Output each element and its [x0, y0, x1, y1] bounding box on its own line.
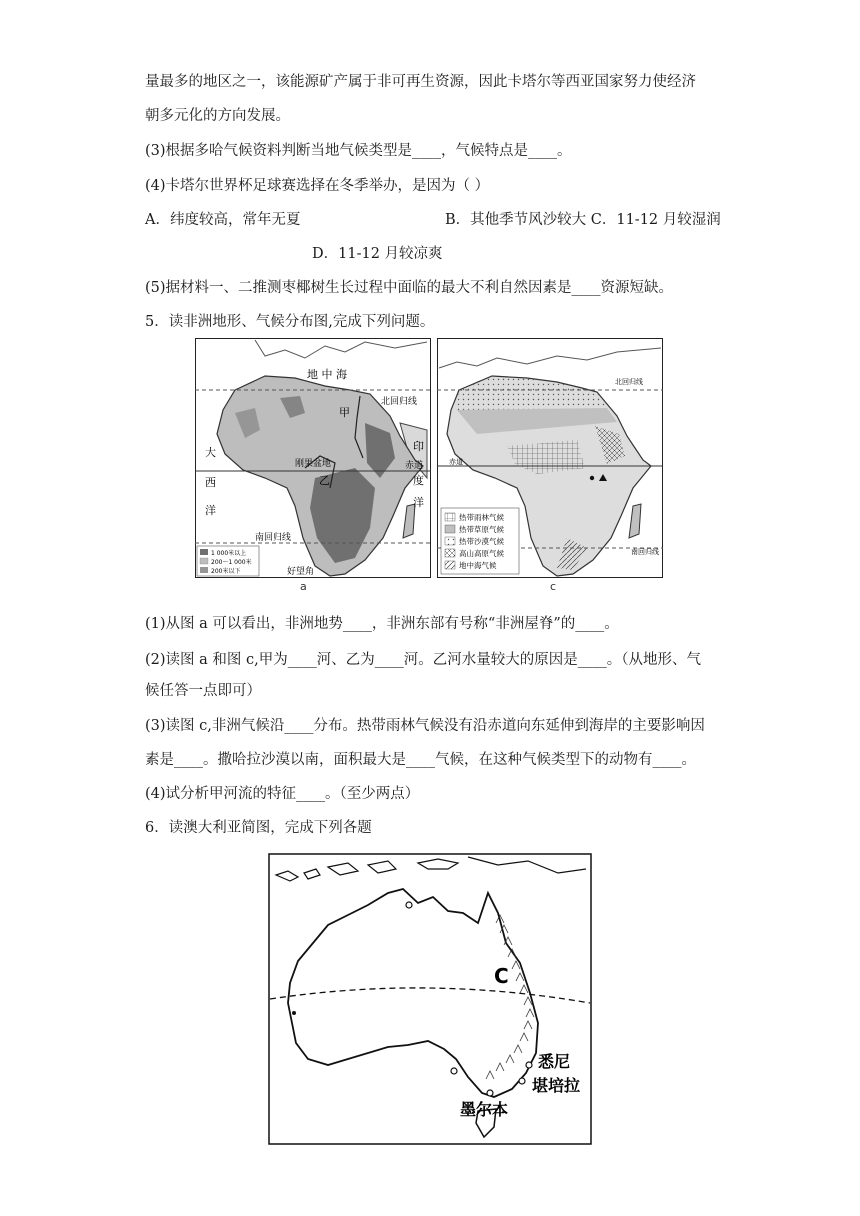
label-tropic-capricorn-a: 南回归线 [255, 533, 292, 543]
legend-item-c-3: 热带沙漠气候 [459, 537, 504, 546]
point-marker [590, 476, 594, 480]
label-sydney: 悉尼 [538, 1052, 571, 1071]
q5-sub2-line1: (2)读图 a 和图 c,甲为____河、乙为____河。乙河水量较大的原因是____。（从地形、气 [145, 652, 701, 668]
q4-option-bc: B．其他季节风沙较大 C．11-12 月较湿润 [445, 212, 721, 228]
label-mediterranean: 地 中 海 [307, 368, 347, 381]
map-c-caption: c [550, 580, 557, 593]
africa-terrain-map [195, 338, 431, 578]
label-jia: 甲 [339, 406, 350, 419]
label-c: C [494, 964, 509, 988]
q4-option-d: D．11-12 月较凉爽 [312, 246, 443, 262]
city-marker-adelaide [451, 1068, 457, 1074]
map-a-caption: a [300, 580, 307, 593]
legend-item-a-1: 1 000米以上 [211, 550, 247, 557]
label-indian-1: 印 [413, 440, 424, 453]
label-equator-a: 赤道 [405, 461, 424, 471]
legend-item-a-3: 200米以下 [211, 568, 241, 575]
q5-sub4: (4)试分析甲河流的特征____。（至少两点） [145, 786, 420, 802]
label-melbourne: 墨尔本 [460, 1100, 509, 1119]
q5-text: (5)据材料一、二推测枣椰树生长过程中面临的最大不利自然因素是____资源短缺。 [145, 280, 674, 296]
q4-text: (4)卡塔尔世界杯足球赛选择在冬季举办，是因为（ ） [145, 178, 490, 194]
city-marker-melbourne [487, 1090, 493, 1096]
q5-sub3-line2: 素是____。撒哈拉沙漠以南，面积最大是____气候，在这种气候类型下的动物有____。 [145, 752, 696, 768]
question5-title: 5．读非洲地形、气候分布图,完成下列问题。 [145, 314, 435, 330]
paragraph-line-1: 量最多的地区之一，该能源矿产属于非可再生资源，因此卡塔尔等西亚国家努力使经济 [145, 74, 696, 90]
label-tropic-cancer-c: 北回归线 [615, 378, 643, 386]
australia-map [268, 853, 592, 1145]
terrain-legend [197, 546, 259, 576]
city-marker-perth [292, 1011, 296, 1015]
label-atlantic-1: 大 [205, 446, 216, 459]
label-atlantic-3: 洋 [205, 504, 216, 517]
label-canberra: 堪培拉 [532, 1076, 581, 1095]
label-congo-basin: 刚果盆地 [295, 459, 332, 469]
label-equator-c: 赤道 [449, 458, 463, 466]
q5-sub2-line2: 候任答一点即可） [145, 683, 261, 699]
label-tropic-cancer-a: 北回归线 [381, 397, 418, 407]
label-tropic-capricorn-c: 南回归线 [631, 548, 659, 556]
africa-climate-map-graphic [437, 338, 663, 578]
legend-item-c-2: 热带草原气候 [459, 525, 504, 534]
label-yi: 乙 [319, 474, 330, 487]
legend-item-c-4: 高山高原气候 [459, 549, 504, 558]
australia-map-graphic [268, 853, 592, 1145]
question6-title: 6．读澳大利亚简图，完成下列各题 [145, 820, 372, 836]
q5-sub3-line1: (3)读图 c,非洲气候沿____分布。热带雨林气候没有沿赤道向东延伸到海岸的主要影响因 [145, 718, 705, 734]
city-marker-north [406, 902, 412, 908]
label-atlantic-2: 西 [205, 476, 216, 489]
legend-item-c-1: 热带雨林气候 [459, 513, 504, 522]
paragraph-line-2: 朝多元化的方向发展。 [145, 108, 290, 124]
legend-item-c-5: 地中海气候 [459, 561, 497, 570]
label-cape: 好望角 [287, 567, 315, 577]
label-indian-3: 洋 [413, 496, 424, 509]
city-marker-canberra [519, 1078, 525, 1084]
climate-legend [441, 508, 519, 574]
q5-sub1: (1)从图 a 可以看出，非洲地势____，非洲东部有号称“非洲屋脊”的____。 [145, 616, 619, 632]
africa-terrain-map-graphic [195, 338, 431, 578]
city-marker-sydney [526, 1062, 532, 1068]
africa-climate-map [437, 338, 663, 578]
label-indian-2: 度 [413, 474, 424, 487]
q4-option-a: A．纬度较高，常年无夏 [145, 212, 301, 228]
legend-item-a-2: 200～1 000米 [211, 559, 252, 566]
q3-text: (3)根据多哈气候资料判断当地气候类型是____，气候特点是____。 [145, 143, 572, 159]
